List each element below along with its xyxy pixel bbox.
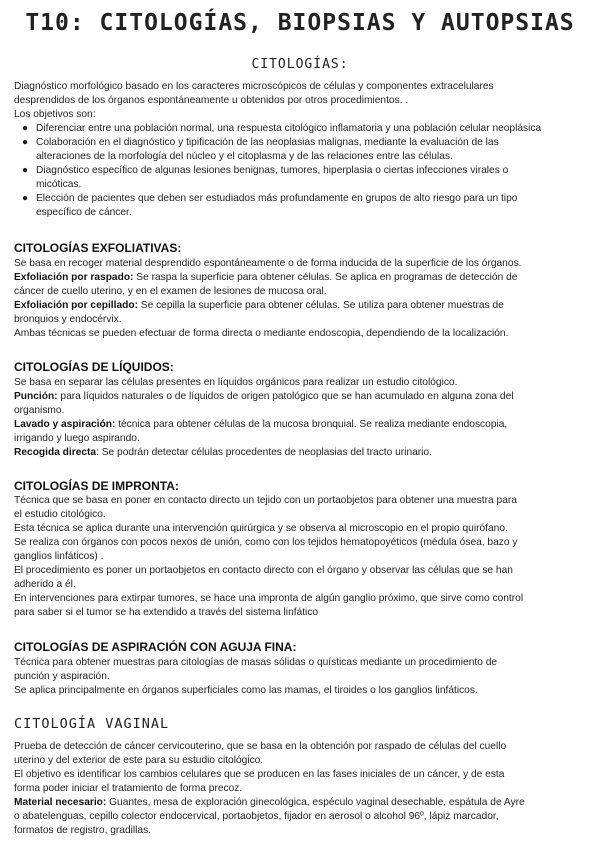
text-line: bronquios y endocérvix. [14, 314, 122, 325]
heading-impronta: CITOLOGÍAS DE IMPRONTA: [14, 479, 179, 493]
list-item-text: específico de cáncer. [36, 207, 132, 218]
page-title: T10: CITOLOGÍAS, BIOPSIAS Y AUTOPSIAS [25, 10, 575, 36]
text-line: Técnica para obtener muestras para citologías de masas sólidas o quísticas mediante un procedimiento de [14, 657, 498, 668]
text-line: Se raspa la superficie para obtener células. Se aplica en programas de detección de [133, 272, 518, 283]
text-line: El procedimiento es poner un portaobjetos en contacto directo con el órgano y observar las células que se han [14, 565, 513, 576]
vaginal-paragraph [14, 740, 588, 838]
text-line: para líquidos naturales o de líquidos de origen patológico que se han acumulado en alguna zona del [57, 391, 514, 402]
objectives-label: Los objetivos son: [14, 109, 96, 120]
list-item-text: micóticas. [36, 179, 82, 190]
bullet-icon: ● [22, 193, 29, 204]
text-line: Ambas técnicas se pueden efectuar de forma directa o mediante endoscopia, dependiendo de la localización. [14, 328, 509, 339]
text-line: ganglios linfáticos) . [14, 551, 104, 562]
text-line: para saber si el tumor se ha extendido a través del sistema linfático [14, 607, 319, 618]
text-line: o abatelenguas, cepillo colector endocervical, portaobjetos, fijador en aerosol o alcohol 96º, lápiz marcador, [14, 811, 499, 822]
intro-line: Diagnóstico morfológico basado en los caracteres microscópicos de células y componentes extracelulares [14, 81, 494, 92]
intro-paragraph [14, 80, 588, 122]
text-line: Guantes, mesa de exploración ginecológica, espéculo vaginal desechable, espátula de Ayre [106, 797, 525, 808]
text-line: organismo. [14, 405, 65, 416]
impronta-paragraph [14, 494, 588, 620]
text-line: irrigando y luego aspirando. [14, 433, 140, 444]
text-line: Técnica que se basa en poner en contacto directo un tejido con un portaobjetos para obtener una muestra para [14, 495, 517, 506]
list-item [14, 136, 588, 164]
term-puncion: Punción: [14, 391, 58, 402]
text-line: el estudio citológico. [14, 509, 106, 520]
text-line: Se basa en separar las células presentes en líquidos orgánicos para realizar un estudio citológico. [14, 377, 458, 388]
objectives-list [14, 122, 588, 220]
heading-liquidos: CITOLOGÍAS DE LÍQUIDOS: [14, 360, 174, 374]
bullet-icon: ● [22, 137, 29, 148]
text-line: : Se podrán detectar células procedentes de neoplasias del tracto urinario. [96, 447, 432, 458]
aspiracion-paragraph [14, 656, 588, 698]
text-line: Se basa en recoger material desprendido espontáneamente o de forma inducida de la superficie de los órganos. [14, 258, 522, 269]
list-item-text: Diagnóstico específico de algunas lesiones benignas, tumores, hiperplasia o ciertas infecciones virales o [36, 165, 509, 176]
heading-vaginal: CITOLOGÍA VAGINAL [14, 716, 170, 732]
text-line: cáncer de cuello uterino, y en el examen de lesiones de mucosa oral. [14, 286, 327, 297]
text-line: uterino y del exterior de este para su estudio citológico. [14, 755, 264, 766]
text-line: punción y aspiración. [14, 671, 110, 682]
list-item-text: Colaboración en el diagnóstico y tipificación de las neoplasias malignas, mediante la evaluación de las [36, 137, 499, 148]
term-lavado: Lavado y aspiración: [14, 419, 116, 430]
text-line: adherido a él. [14, 579, 76, 590]
list-item-text: Diferenciar entre una población normal, una respuesta citológico inflamatoria y una población celular neoplásica [36, 123, 542, 134]
list-item-text: alteraciones de la morfología del núcleo y el citoplasma y de las relaciones entre las células. [36, 151, 453, 162]
liquidos-paragraph [14, 376, 588, 460]
text-line: formatos de registro, gradillas. [14, 825, 152, 836]
term-recogida: Recogida directa [14, 447, 97, 458]
exfoliativas-paragraph [14, 257, 588, 341]
text-line: En intervenciones para extirpar tumores, se hace una impronta de algún ganglio próximo, que sirve como control [14, 593, 524, 604]
text-line: Se aplica principalmente en órganos superficiales como las mamas, el tiroides o los ganglios linfáticos. [14, 685, 478, 696]
text-line: Se cepilla la superficie para obtener células. Se utiliza para obtener muestras de [137, 300, 504, 311]
list-item-text: Elección de pacientes que deben ser estudiados más profundamente en grupos de alto riesgo para un tipo [36, 193, 518, 204]
bullet-icon: ● [22, 165, 29, 176]
section-title-citologias: CITOLOGÍAS: [251, 57, 349, 72]
text-line: forma poder iniciar el tratamiento de forma precoz. [14, 783, 243, 794]
text-line: El objetivo es identificar los cambios celulares que se producen en las fases iniciales de un cáncer, y de esta [14, 769, 505, 780]
text-line: Esta técnica se aplica durante una intervención quirúrgica y se observa al microscopio en el propio quirófano. [14, 523, 508, 534]
list-item [14, 164, 588, 192]
term-raspado: Exfoliación por raspado: [14, 272, 134, 283]
list-item [14, 122, 588, 136]
intro-line: desprendidos de los órganos espontáneamente u obtenidos por otros procedimientos. . [14, 95, 409, 106]
text-line: técnica para obtener células de la mucosa bronquial. Se realiza mediante endoscopia, [115, 419, 508, 430]
heading-exfoliativas: CITOLOGÍAS EXFOLIATIVAS: [14, 241, 182, 255]
text-line: Se realiza con órganos con pocos nexos de unión, como con los tejidos hematopoyéticos (médula ósea, bazo y [14, 537, 518, 548]
heading-aspiracion: CITOLOGÍAS DE ASPIRACIÓN CON AGUJA FINA: [14, 640, 297, 654]
term-cepillado: Exfoliación por cepillado: [14, 300, 138, 311]
list-item [14, 192, 588, 220]
text-line: Prueba de detección de cáncer cervicouterino, que se basa en la obtención por raspado de células del cuello [14, 741, 507, 752]
bullet-icon: ● [22, 123, 29, 134]
term-material: Material necesario: [14, 797, 107, 808]
